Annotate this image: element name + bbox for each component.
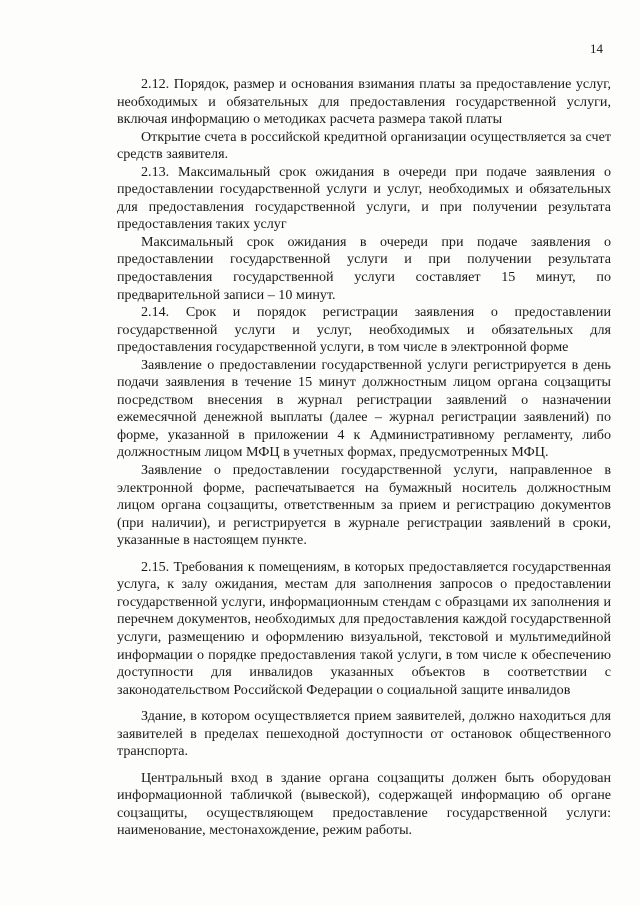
document-body	[117, 76, 611, 840]
paragraph: Открытие счета в российской кредитной организации осуществляется за счет средств заявителя.	[117, 128, 611, 163]
paragraph: Здание, в котором осуществляется прием заявителей, должно находиться для заявителей в пределах пешеходной доступности от остановок общественного транспорта.	[117, 708, 611, 760]
paragraph: Центральный вход в здание органа соцзащиты должен быть оборудован информационной табличкой (вывеской), содержащей информацию об органе соцзащиты, осуществляющем предоставление государственной услуги: наименование, местонахождение, режим работы.	[117, 769, 611, 839]
page-number: 14	[590, 41, 603, 56]
paragraph: Максимальный срок ожидания в очереди при подаче заявления о предоставлении государственной услуги и при получении результата предоставления государственной услуги составляет 15 минут, по предварительной записи – 10 минут.	[117, 233, 611, 303]
section-heading-2-14: 2.14. Срок и порядок регистрации заявления о предоставлении государственной услуги и услуг, необходимых и обязательных для предоставления государственной услуги, в том числе в электронной форме	[117, 304, 611, 356]
section-heading-2-12: 2.12. Порядок, размер и основания взимания платы за предоставление услуг, необходимых и обязательных для предоставления государственной услуги, включая информацию о методиках расчета размера такой платы	[117, 76, 611, 128]
section-heading-2-13: 2.13. Максимальный срок ожидания в очереди при подаче заявления о предоставлении государственной услуги и услуг, необходимых и обязательных для предоставления государственной услуги, и при получении результата предоставления таких услуг	[117, 163, 611, 233]
paragraph: Заявление о предоставлении государственной услуги, направленное в электронной форме, распечатывается на бумажный носитель должностным лицом органа соцзащиты, ответственным за прием и регистрацию документов (при наличии), и регистрируется в журнале регистрации заявлений в сроки, указанные в настоящем пункте.	[117, 462, 611, 549]
paragraph: Заявление о предоставлении государственной услуги регистрируется в день подачи заявления в течение 15 минут должностным лицом органа соцзащиты посредством внесения в журнал регистрации заявлений о назначении ежемесячной денежной выплаты (далее – журнал регистрации заявлений) по форме, указанной в приложении 4 к Административному регламенту, либо должностным лицом МФЦ в учетных формах, предусмотренных МФЦ.	[117, 356, 611, 461]
section-heading-2-15: 2.15. Требования к помещениям, в которых предоставляется государственная услуга, к залу ожидания, местам для заполнения запросов о предоставлении государственной услуги, информационным стендам с образцами их заполнения и перечнем документов, необходимых для предоставления каждой государственной услуги, размещению и оформлению визуальной, текстовой и мультимедийной информации о порядке предоставления такой услуги, в том числе к обеспечению доступности для инвалидов указанных объектов в соответствии с законодательством Российской Федерации о социальной защите инвалидов	[117, 558, 611, 698]
